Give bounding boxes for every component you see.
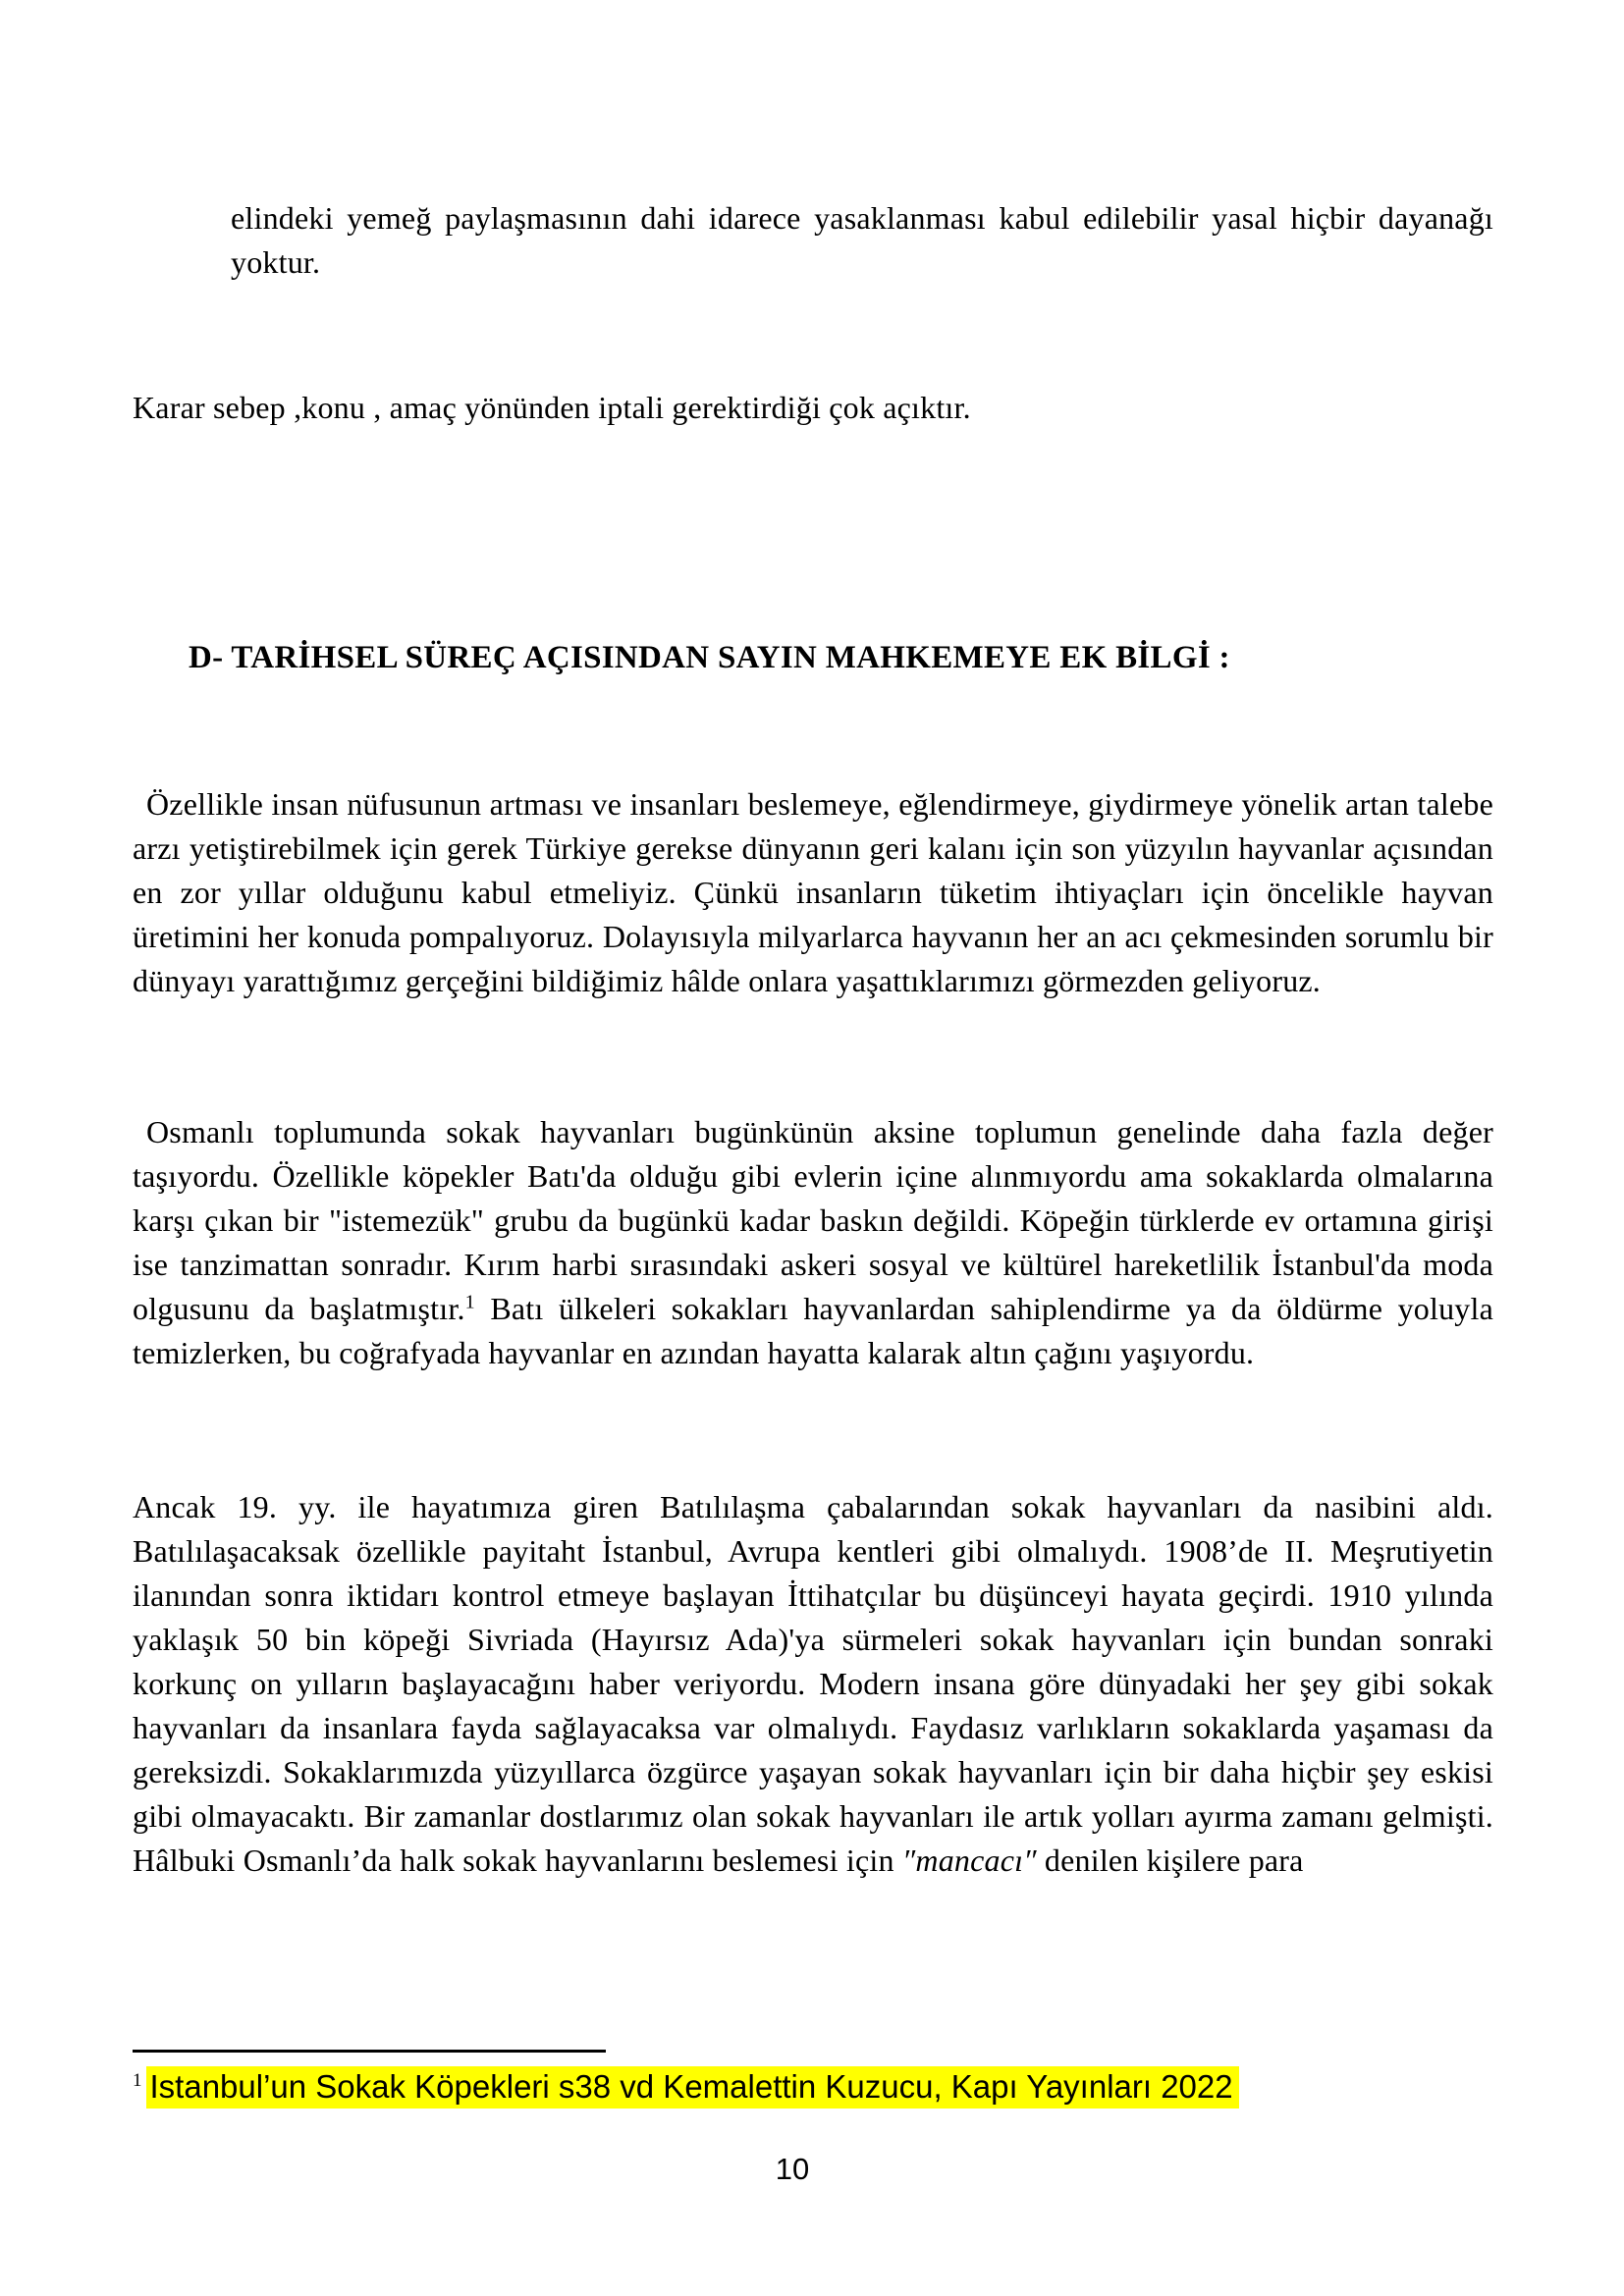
footnote-separator xyxy=(133,2050,606,2053)
paragraph-osmanli-text: Osmanlı toplumunda sokak hayvanları bugünkünün aksine toplumun genelinde daha fazla değer taşıyordu. Özellikle köpekler Batı'da olduğu gibi evlerin içine alınmıyordu ama sokaklarda olmalarına karşı çıkan bir "istemezük" grubu da bugünkü kadar baskın değildi. Köpeğin türklerde ev ortamına girişi ise tanzimattan sonradır. Kırım harbi sırasındaki askeri sosyal ve kültürel hareketlilik İstanbul'da moda olgusunu da başlatmıştır. xyxy=(133,1114,1493,1326)
page-number: 10 xyxy=(775,2152,810,2186)
paragraph-osmanli xyxy=(133,1110,1493,1375)
footnote xyxy=(133,2064,1527,2109)
footnote-marker: 1 xyxy=(133,2070,142,2091)
paragraph-ancak xyxy=(133,1485,1493,1883)
paragraph-ancak-end: denilen kişilere para xyxy=(1036,1842,1304,1878)
paragraph-osmanli-continuation: Batı ülkeleri sokakları hayvanlardan sahiplendirme ya da öldürme yoluyla temizlerken, bu coğrafyada hayvanlar en azından hayatta kalarak altın çağını yaşıyordu. xyxy=(133,1291,1493,1370)
section-heading: D- TARİHSEL SÜREÇ AÇISINDAN SAYIN MAHKEMEYE EK BİLGİ : xyxy=(189,640,1230,675)
footnote-highlighted-text: Istanbul’un Sokak Köpekleri s38 vd Kemalettin Kuzucu, Kapı Yayınları 2022 xyxy=(146,2066,1239,2109)
indented-paragraph: elindeki yemeğ paylaşmasının dahi idarece yasaklanması kabul edilebilir yasal hiçbir dayanağı yoktur. xyxy=(231,200,1493,280)
paragraph-ozellikle: Özellikle insan nüfusunun artması ve insanları beslemeye, eğlendirmeye, giydirmeye yönelik artan talebe arzı yetiştirebilmek için gerek Türkiye gerekse dünyanın geri kalanı için son yüzyılın hayvanlar açısından en zor yıllar olduğunu kabul etmeliyiz. Çünkü insanların tüketim ihtiyaçları için öncelikle hayvan üretimini her konuda pompalıyoruz. Dolayısıyla milyarlarca hayvanın her an acı çekmesinden sorumlu bir dünyayı yarattığımız gerçeğini bildiğimiz hâlde onlara yaşattıklarımızı görmezden geliyoruz. xyxy=(133,786,1493,998)
footnote-reference-1: 1 xyxy=(464,1291,475,1313)
paragraph-ancak-text: Ancak 19. yy. ile hayatımıza giren Batılılaşma çabalarından sokak hayvanları da nasibini aldı. Batılılaşacaksak özellikle payitaht İstanbul, Avrupa kentleri gibi olmalıydı. 1908’de II. Meşrutiyetin ilanından sonra iktidarı kontrol etmeye başlayan İttihatçılar bu düşünceyi hayata geçirdi. 1910 yılında yaklaşık 50 bin köpeği Sivriada (Hayırsız Ada)'ya sürmeleri sokak hayvanları için bundan sonraki korkunç on yılların başlayacağını haber veriyordu. Modern insana göre dünyadaki her şey gibi sokak hayvanları da insanlara fayda sağlayacaksa var olmalıydı. Faydasız varlıkların sokaklarda yaşaması da gereksizdi. Sokaklarımızda yüzyıllarca özgürce yaşayan sokak hayvanları için bir daha hiçbir şey eskisi gibi olmayacaktı. Bir zamanlar dostlarımız olan sokak hayvanları ile artık yolları ayırma zamanı gelmişti. Hâlbuki Osmanlı’da halk sokak hayvanlarını beslemesi için xyxy=(133,1489,1493,1878)
mancaci-italic-term: ″mancacı″ xyxy=(901,1842,1037,1878)
karar-sentence: Karar sebep ,konu , amaç yönünden iptali gerektirdiği çok açıktır. xyxy=(133,390,971,425)
